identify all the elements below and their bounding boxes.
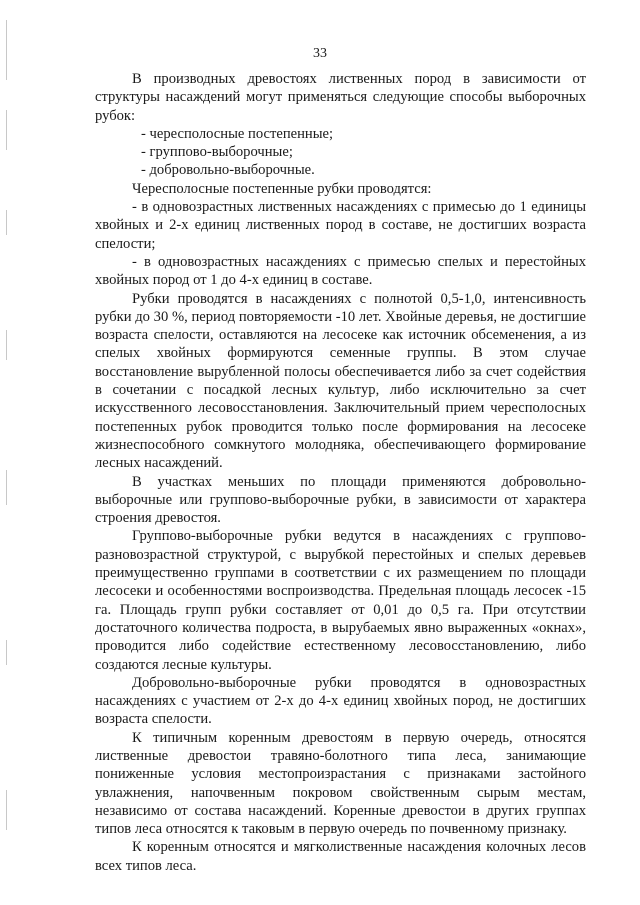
paragraph: Группово-выборочные рубки ведутся в насаждениях с группово-разновозрастной структурой, с вырубкой перестойных и спелых деревьев преимущественно группами в соответствии с их размещением по площади лесосеки и особенностями воспроизводства. Предельная площадь лесосек -15 га. Площадь групп рубки составляет от 0,01 до 0,5 га. При отсутствии достаточного количества подроста, в вырубаемых явно выраженных «окнах», проводится либо содействие естественному лесовосстановлению, либо создаются лесные культуры. <box>95 528 586 673</box>
paragraph: В участках меньших по площади применяются добровольно-выборочные или группово-выборочные рубки, в зависимости от характера строения древостоя. <box>95 473 586 527</box>
document-body <box>95 70 586 875</box>
page-number: 33 <box>313 46 327 61</box>
paragraph: К типичным коренным древостоям в первую очередь, относятся лиственные древостои травяно-болотного типа леса, занимающие пониженные условия местопроизрастания с признаками застойного увлажнения, напочвенным покровом свойственным сырым местам, независимо от состава насаждений. Коренные древостои в других группах типов леса относятся к таковым в первую очередь по почвенному признаку. <box>95 729 586 838</box>
paragraph: Добровольно-выборочные рубки проводятся в одновозрастных насаждениях с участием от 2-х до 4-х единиц хвойных пород, не достигших возраста спелости. <box>95 674 586 728</box>
paragraph: Рубки проводятся в насаждениях с полнотой 0,5-1,0, интенсивность рубки до 30 %, период повторяемости -10 лет. Хвойные деревья, не достигшие возраста спелости, оставляются на лесосеке как источник обсеменения, а из спелых хвойных формируются семенные группы. В этом случае восстановление вырубленной полосы обеспечивается либо за счет содействия в сочетании с посадкой лесных культур, либо исключительно за счет искусственного лесовосстановления. Заключительный прием чересполосных постепенных рубок проводится только после формирования на лесосеке жизнеспособного сомкнутого молодняка, обеспечивающего формирование лесных насаждений. <box>95 290 586 472</box>
paragraph: Чересполосные постепенные рубки проводятся: <box>132 180 432 197</box>
scan-margin-marks <box>6 0 8 905</box>
paragraph: - в одновозрастных лиственных насаждениях с примесью до 1 единицы хвойных и 2-х единиц лиственных пород в составе, не достигших возраста спелости; <box>95 199 586 252</box>
list-item: - группово-выборочные; <box>141 144 293 161</box>
list-item: - чересполосные постепенные; <box>141 125 334 142</box>
paragraph: В производных древостоях лиственных пород в зависимости от структуры насаждений могут применяться следующие способы выборочных рубок: <box>95 71 586 124</box>
paragraph: - в одновозрастных насаждениях с примесью спелых и перестойных хвойных пород от 1 до 4-х единиц в составе. <box>95 253 586 289</box>
paragraph: К коренным относятся и мягколиственные насаждения колочных лесов всех типов леса. <box>95 839 586 874</box>
list-item: - добровольно-выборочные. <box>141 162 315 179</box>
